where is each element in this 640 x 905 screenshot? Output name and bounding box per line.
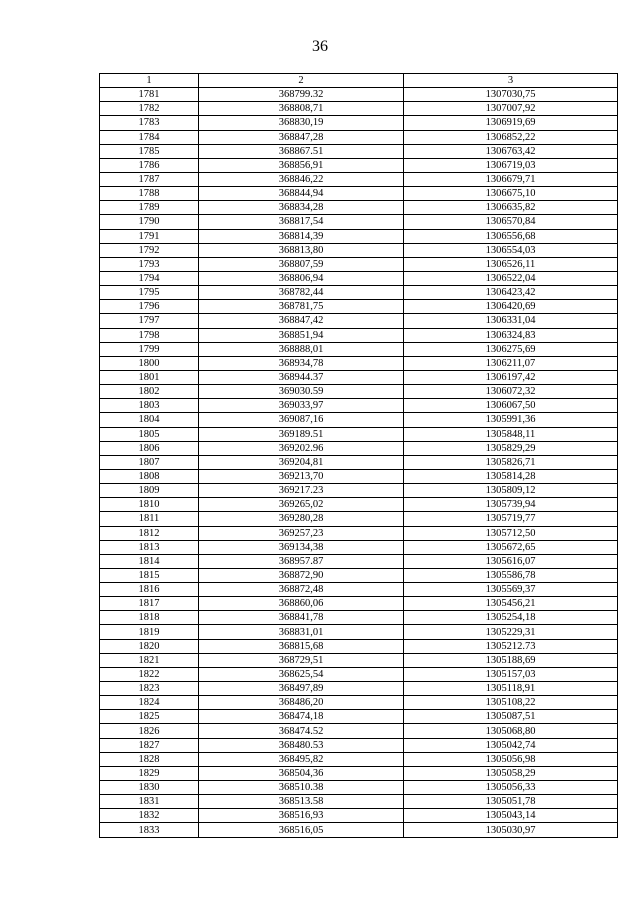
- point-number-cell: 1833: [100, 823, 199, 837]
- table-row: [100, 625, 618, 639]
- table-row: [100, 469, 618, 483]
- table-row: [100, 187, 618, 201]
- y-coordinate-cell: 1305814,28: [404, 469, 618, 483]
- table-row: [100, 172, 618, 186]
- x-coordinate-cell: 368851,94: [199, 328, 404, 342]
- y-coordinate-cell: 1305616,07: [404, 554, 618, 568]
- table-row: [100, 752, 618, 766]
- y-coordinate-cell: 1305719,77: [404, 512, 618, 526]
- y-coordinate-cell: 1305586,78: [404, 568, 618, 582]
- table-row: [100, 540, 618, 554]
- point-number-cell: 1781: [100, 88, 199, 102]
- point-number-cell: 1785: [100, 144, 199, 158]
- table-row: [100, 427, 618, 441]
- point-number-cell: 1818: [100, 611, 199, 625]
- point-number-cell: 1802: [100, 385, 199, 399]
- y-coordinate-cell: 1305739,94: [404, 498, 618, 512]
- y-coordinate-cell: 1306919,69: [404, 116, 618, 130]
- y-coordinate-cell: 1306211,07: [404, 356, 618, 370]
- point-number-cell: 1797: [100, 314, 199, 328]
- x-coordinate-cell: 368834,28: [199, 201, 404, 215]
- table-row: [100, 653, 618, 667]
- point-number-cell: 1796: [100, 300, 199, 314]
- table-row: [100, 257, 618, 271]
- point-number-cell: 1824: [100, 696, 199, 710]
- x-coordinate-cell: 368510.38: [199, 781, 404, 795]
- y-coordinate-cell: 1306852,22: [404, 130, 618, 144]
- y-coordinate-cell: 1307007,92: [404, 102, 618, 116]
- y-coordinate-cell: 1305108,22: [404, 696, 618, 710]
- y-coordinate-cell: 1305030,97: [404, 823, 618, 837]
- y-coordinate-cell: 1306522,04: [404, 271, 618, 285]
- table-row: [100, 710, 618, 724]
- point-number-cell: 1794: [100, 271, 199, 285]
- y-coordinate-cell: 1305848,11: [404, 427, 618, 441]
- point-number-cell: 1826: [100, 724, 199, 738]
- x-coordinate-cell: 369213,70: [199, 469, 404, 483]
- x-coordinate-cell: 368867.51: [199, 144, 404, 158]
- y-coordinate-cell: 1306570,84: [404, 215, 618, 229]
- table-header-row: [100, 74, 618, 88]
- x-coordinate-cell: 369217.23: [199, 484, 404, 498]
- y-coordinate-cell: 1305212.73: [404, 639, 618, 653]
- table-row: [100, 271, 618, 285]
- x-coordinate-cell: 369280,28: [199, 512, 404, 526]
- table-row: [100, 399, 618, 413]
- y-coordinate-cell: 1306275,69: [404, 342, 618, 356]
- y-coordinate-cell: 1305056,33: [404, 781, 618, 795]
- y-coordinate-cell: 1306067,50: [404, 399, 618, 413]
- table-row: [100, 611, 618, 625]
- x-coordinate-cell: 369202.96: [199, 441, 404, 455]
- x-coordinate-cell: 368872,90: [199, 568, 404, 582]
- x-coordinate-cell: 368799.32: [199, 88, 404, 102]
- table-row: [100, 554, 618, 568]
- point-number-cell: 1798: [100, 328, 199, 342]
- point-number-cell: 1819: [100, 625, 199, 639]
- y-coordinate-cell: 1305672,65: [404, 540, 618, 554]
- point-number-cell: 1816: [100, 583, 199, 597]
- x-coordinate-cell: 368957.87: [199, 554, 404, 568]
- point-number-cell: 1830: [100, 781, 199, 795]
- page-number: 36: [312, 38, 328, 55]
- y-coordinate-cell: 1306420,69: [404, 300, 618, 314]
- point-number-cell: 1827: [100, 738, 199, 752]
- point-number-cell: 1793: [100, 257, 199, 271]
- point-number-cell: 1829: [100, 766, 199, 780]
- x-coordinate-cell: 368844,94: [199, 187, 404, 201]
- x-coordinate-cell: 368860,06: [199, 597, 404, 611]
- point-number-cell: 1789: [100, 201, 199, 215]
- point-number-cell: 1828: [100, 752, 199, 766]
- point-number-cell: 1784: [100, 130, 199, 144]
- table-row: [100, 201, 618, 215]
- table-row: [100, 795, 618, 809]
- point-number-cell: 1813: [100, 540, 199, 554]
- point-number-cell: 1815: [100, 568, 199, 582]
- x-coordinate-cell: 368486,20: [199, 696, 404, 710]
- point-number-cell: 1805: [100, 427, 199, 441]
- y-coordinate-cell: 1305056,98: [404, 752, 618, 766]
- table-row: [100, 667, 618, 681]
- point-number-cell: 1792: [100, 243, 199, 257]
- y-coordinate-cell: 1306719,03: [404, 158, 618, 172]
- x-coordinate-cell: 368846,22: [199, 172, 404, 186]
- point-number-cell: 1787: [100, 172, 199, 186]
- table-row: [100, 441, 618, 455]
- y-coordinate-cell: 1306324,83: [404, 328, 618, 342]
- y-coordinate-cell: 1305087,51: [404, 710, 618, 724]
- x-coordinate-cell: 368497,89: [199, 682, 404, 696]
- point-number-cell: 1791: [100, 229, 199, 243]
- table-row: [100, 696, 618, 710]
- y-coordinate-cell: 1306554,03: [404, 243, 618, 257]
- table-row: [100, 639, 618, 653]
- table-row: [100, 286, 618, 300]
- table-row: [100, 356, 618, 370]
- y-coordinate-cell: 1306423,42: [404, 286, 618, 300]
- point-number-cell: 1799: [100, 342, 199, 356]
- table-row: [100, 413, 618, 427]
- x-coordinate-cell: 368516,05: [199, 823, 404, 837]
- x-coordinate-cell: 368872,48: [199, 583, 404, 597]
- table-row: [100, 781, 618, 795]
- y-coordinate-cell: 1305829,29: [404, 441, 618, 455]
- x-coordinate-cell: 368888,01: [199, 342, 404, 356]
- x-coordinate-cell: 369189.51: [199, 427, 404, 441]
- x-coordinate-cell: 368830,19: [199, 116, 404, 130]
- point-number-cell: 1825: [100, 710, 199, 724]
- column-header-1: 1: [100, 74, 199, 88]
- x-coordinate-cell: 368516,93: [199, 809, 404, 823]
- x-coordinate-cell: 368847,42: [199, 314, 404, 328]
- x-coordinate-cell: 368814,39: [199, 229, 404, 243]
- x-coordinate-cell: 368495,82: [199, 752, 404, 766]
- x-coordinate-cell: 369134,38: [199, 540, 404, 554]
- point-number-cell: 1821: [100, 653, 199, 667]
- y-coordinate-cell: 1305118,91: [404, 682, 618, 696]
- y-coordinate-cell: 1305058,29: [404, 766, 618, 780]
- x-coordinate-cell: 368474.52: [199, 724, 404, 738]
- x-coordinate-cell: 368625,54: [199, 667, 404, 681]
- y-coordinate-cell: 1305043,14: [404, 809, 618, 823]
- table-row: [100, 328, 618, 342]
- x-coordinate-cell: 369087,16: [199, 413, 404, 427]
- table-row: [100, 88, 618, 102]
- x-coordinate-cell: 368847,28: [199, 130, 404, 144]
- x-coordinate-cell: 368806,94: [199, 271, 404, 285]
- point-number-cell: 1806: [100, 441, 199, 455]
- point-number-cell: 1810: [100, 498, 199, 512]
- table-row: [100, 229, 618, 243]
- table-row: [100, 385, 618, 399]
- x-coordinate-cell: 368815,68: [199, 639, 404, 653]
- table-row: [100, 583, 618, 597]
- x-coordinate-cell: 368474,18: [199, 710, 404, 724]
- point-number-cell: 1786: [100, 158, 199, 172]
- x-coordinate-cell: 368808,71: [199, 102, 404, 116]
- point-number-cell: 1809: [100, 484, 199, 498]
- table-row: [100, 144, 618, 158]
- y-coordinate-cell: 1306763,42: [404, 144, 618, 158]
- table-row: [100, 130, 618, 144]
- table-row: [100, 455, 618, 469]
- point-number-cell: 1817: [100, 597, 199, 611]
- point-number-cell: 1822: [100, 667, 199, 681]
- y-coordinate-cell: 1307030,75: [404, 88, 618, 102]
- point-number-cell: 1782: [100, 102, 199, 116]
- table-row: [100, 568, 618, 582]
- point-number-cell: 1831: [100, 795, 199, 809]
- table-row: [100, 738, 618, 752]
- point-number-cell: 1795: [100, 286, 199, 300]
- table-row: [100, 215, 618, 229]
- y-coordinate-cell: 1305712,50: [404, 526, 618, 540]
- x-coordinate-cell: 368934,78: [199, 356, 404, 370]
- x-coordinate-cell: 368831,01: [199, 625, 404, 639]
- y-coordinate-cell: 1306331,04: [404, 314, 618, 328]
- y-coordinate-cell: 1305569,37: [404, 583, 618, 597]
- table-row: [100, 102, 618, 116]
- x-coordinate-cell: 368807,59: [199, 257, 404, 271]
- y-coordinate-cell: 1305991,36: [404, 413, 618, 427]
- x-coordinate-cell: 368841,78: [199, 611, 404, 625]
- y-coordinate-cell: 1305229,31: [404, 625, 618, 639]
- table-row: [100, 512, 618, 526]
- x-coordinate-cell: 368513.58: [199, 795, 404, 809]
- x-coordinate-cell: 368856,91: [199, 158, 404, 172]
- table-row: [100, 526, 618, 540]
- x-coordinate-cell: 369204,81: [199, 455, 404, 469]
- table-row: [100, 682, 618, 696]
- column-header-2: 2: [199, 74, 404, 88]
- y-coordinate-cell: 1305042,74: [404, 738, 618, 752]
- point-number-cell: 1800: [100, 356, 199, 370]
- y-coordinate-cell: 1306197,42: [404, 370, 618, 384]
- y-coordinate-cell: 1306072,32: [404, 385, 618, 399]
- y-coordinate-cell: 1306526,11: [404, 257, 618, 271]
- x-coordinate-cell: 369030.59: [199, 385, 404, 399]
- table-row: [100, 158, 618, 172]
- table-row: [100, 597, 618, 611]
- table-row: [100, 724, 618, 738]
- y-coordinate-cell: 1306675,10: [404, 187, 618, 201]
- table-row: [100, 342, 618, 356]
- y-coordinate-cell: 1305809,12: [404, 484, 618, 498]
- point-number-cell: 1814: [100, 554, 199, 568]
- x-coordinate-cell: 368817,54: [199, 215, 404, 229]
- table-row: [100, 498, 618, 512]
- point-number-cell: 1783: [100, 116, 199, 130]
- table-body: [100, 88, 618, 837]
- table-row: [100, 370, 618, 384]
- table-row: [100, 823, 618, 837]
- x-coordinate-cell: 368480.53: [199, 738, 404, 752]
- y-coordinate-cell: 1306556,68: [404, 229, 618, 243]
- y-coordinate-cell: 1306635,82: [404, 201, 618, 215]
- x-coordinate-cell: 368944.37: [199, 370, 404, 384]
- y-coordinate-cell: 1305157,03: [404, 667, 618, 681]
- x-coordinate-cell: 368782,44: [199, 286, 404, 300]
- point-number-cell: 1823: [100, 682, 199, 696]
- point-number-cell: 1807: [100, 455, 199, 469]
- x-coordinate-cell: 368729,51: [199, 653, 404, 667]
- point-number-cell: 1812: [100, 526, 199, 540]
- x-coordinate-cell: 368504,36: [199, 766, 404, 780]
- point-number-cell: 1808: [100, 469, 199, 483]
- y-coordinate-cell: 1305051,78: [404, 795, 618, 809]
- point-number-cell: 1788: [100, 187, 199, 201]
- y-coordinate-cell: 1306679,71: [404, 172, 618, 186]
- y-coordinate-cell: 1305826,71: [404, 455, 618, 469]
- point-number-cell: 1820: [100, 639, 199, 653]
- y-coordinate-cell: 1305068,80: [404, 724, 618, 738]
- x-coordinate-cell: 369265,02: [199, 498, 404, 512]
- column-header-3: 3: [404, 74, 618, 88]
- table-row: [100, 766, 618, 780]
- y-coordinate-cell: 1305188,69: [404, 653, 618, 667]
- table-row: [100, 809, 618, 823]
- point-number-cell: 1803: [100, 399, 199, 413]
- table-row: [100, 484, 618, 498]
- y-coordinate-cell: 1305456,21: [404, 597, 618, 611]
- point-number-cell: 1804: [100, 413, 199, 427]
- x-coordinate-cell: 368781,75: [199, 300, 404, 314]
- x-coordinate-cell: 369257,23: [199, 526, 404, 540]
- point-number-cell: 1832: [100, 809, 199, 823]
- y-coordinate-cell: 1305254,18: [404, 611, 618, 625]
- table-row: [100, 243, 618, 257]
- point-number-cell: 1811: [100, 512, 199, 526]
- x-coordinate-cell: 368813,80: [199, 243, 404, 257]
- point-number-cell: 1790: [100, 215, 199, 229]
- table-row: [100, 300, 618, 314]
- point-number-cell: 1801: [100, 370, 199, 384]
- table-row: [100, 314, 618, 328]
- x-coordinate-cell: 369033,97: [199, 399, 404, 413]
- coordinates-table: [99, 73, 618, 838]
- table-row: [100, 116, 618, 130]
